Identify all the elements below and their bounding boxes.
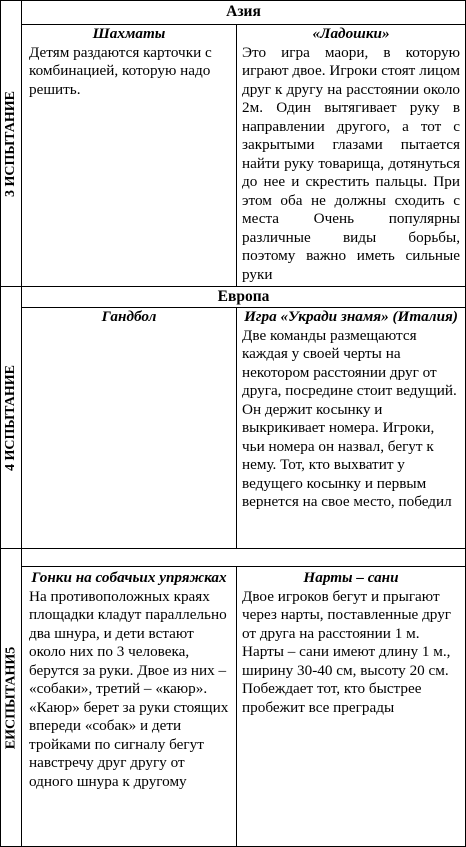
region-header: Европа bbox=[217, 288, 270, 305]
game-description: Двое игроков бегут и прыгают через нарты, поставленные друг от друга на расстоянии 1 м. Нарты – сани имеют длину 1 м., ширину 30-40 см, высоту 20 см. Побеждает тот, кто быстрее пробежит все преграды bbox=[242, 587, 452, 716]
game-cell-left bbox=[29, 308, 229, 327]
column-divider bbox=[236, 24, 237, 286]
game-cell-right bbox=[242, 569, 460, 717]
game-description: На противоположных краях площадки кладут параллельно два шнура, и дети встают около них по 3 человека, берутся за руки. Двое из них – «собаки», третий – «каюр». «Каюр» берет за руки стоящих впереди «собак» и дети тройками по сигналу бегут навстречу друг другу от одного шнура к другому bbox=[29, 587, 229, 790]
column-divider bbox=[236, 566, 237, 847]
section-separator bbox=[0, 548, 466, 549]
game-cell-left bbox=[29, 569, 229, 791]
game-description: Детям раздаются карточки с комбинацией, которую надо решить. bbox=[29, 43, 212, 98]
border-top bbox=[0, 0, 466, 1]
game-description: Это игра маори, в которую играют двое. Игроки стоят лицом друг к другу на расстоянии около 2м. Один вытягивает руку в направлении другого, а тот с закрытыми глазами пытается найти руку товарища, дотянуться до нее и скрестить пальцы. При этом оба не должны сходить с места Очень популярны различные виды борьбы, поэтому важно иметь сильные руки bbox=[242, 43, 460, 283]
game-cell-right bbox=[242, 25, 460, 284]
game-cell-right bbox=[242, 308, 460, 512]
section-side-label: 4 ИСПЫТАНИЕ bbox=[3, 364, 19, 471]
section-side-label: 3 ИСПЫТАНИЕ bbox=[3, 90, 19, 197]
game-title: Игра «Укради знамя» (Италия) bbox=[244, 308, 458, 325]
game-title: Гандбол bbox=[101, 308, 157, 325]
column-divider bbox=[236, 307, 237, 548]
game-description: Две команды размещаются каждая у своей черты на некотором расстоянии друг от друга, посредине стоит ведущий. Он держит косынку и выкрикивает номера. Игроки, чьи номера он назвал, бегут к нему. Тот, кто выхватит у ведущего косынку и первым вернется на свое место, победил bbox=[242, 326, 457, 510]
game-title: Шахматы bbox=[92, 25, 166, 42]
section-side-label: ЕИСПЫТАНИ5 bbox=[3, 646, 19, 749]
game-title: Гонки на собачьих упряжках bbox=[31, 569, 227, 586]
game-cell-left bbox=[29, 25, 229, 99]
header-underline bbox=[21, 566, 466, 567]
side-column-divider bbox=[21, 0, 22, 847]
game-title: Нарты – сани bbox=[303, 569, 399, 586]
game-title: «Ладошки» bbox=[312, 25, 390, 42]
section-separator bbox=[0, 286, 466, 287]
region-header: Азия bbox=[226, 3, 261, 20]
